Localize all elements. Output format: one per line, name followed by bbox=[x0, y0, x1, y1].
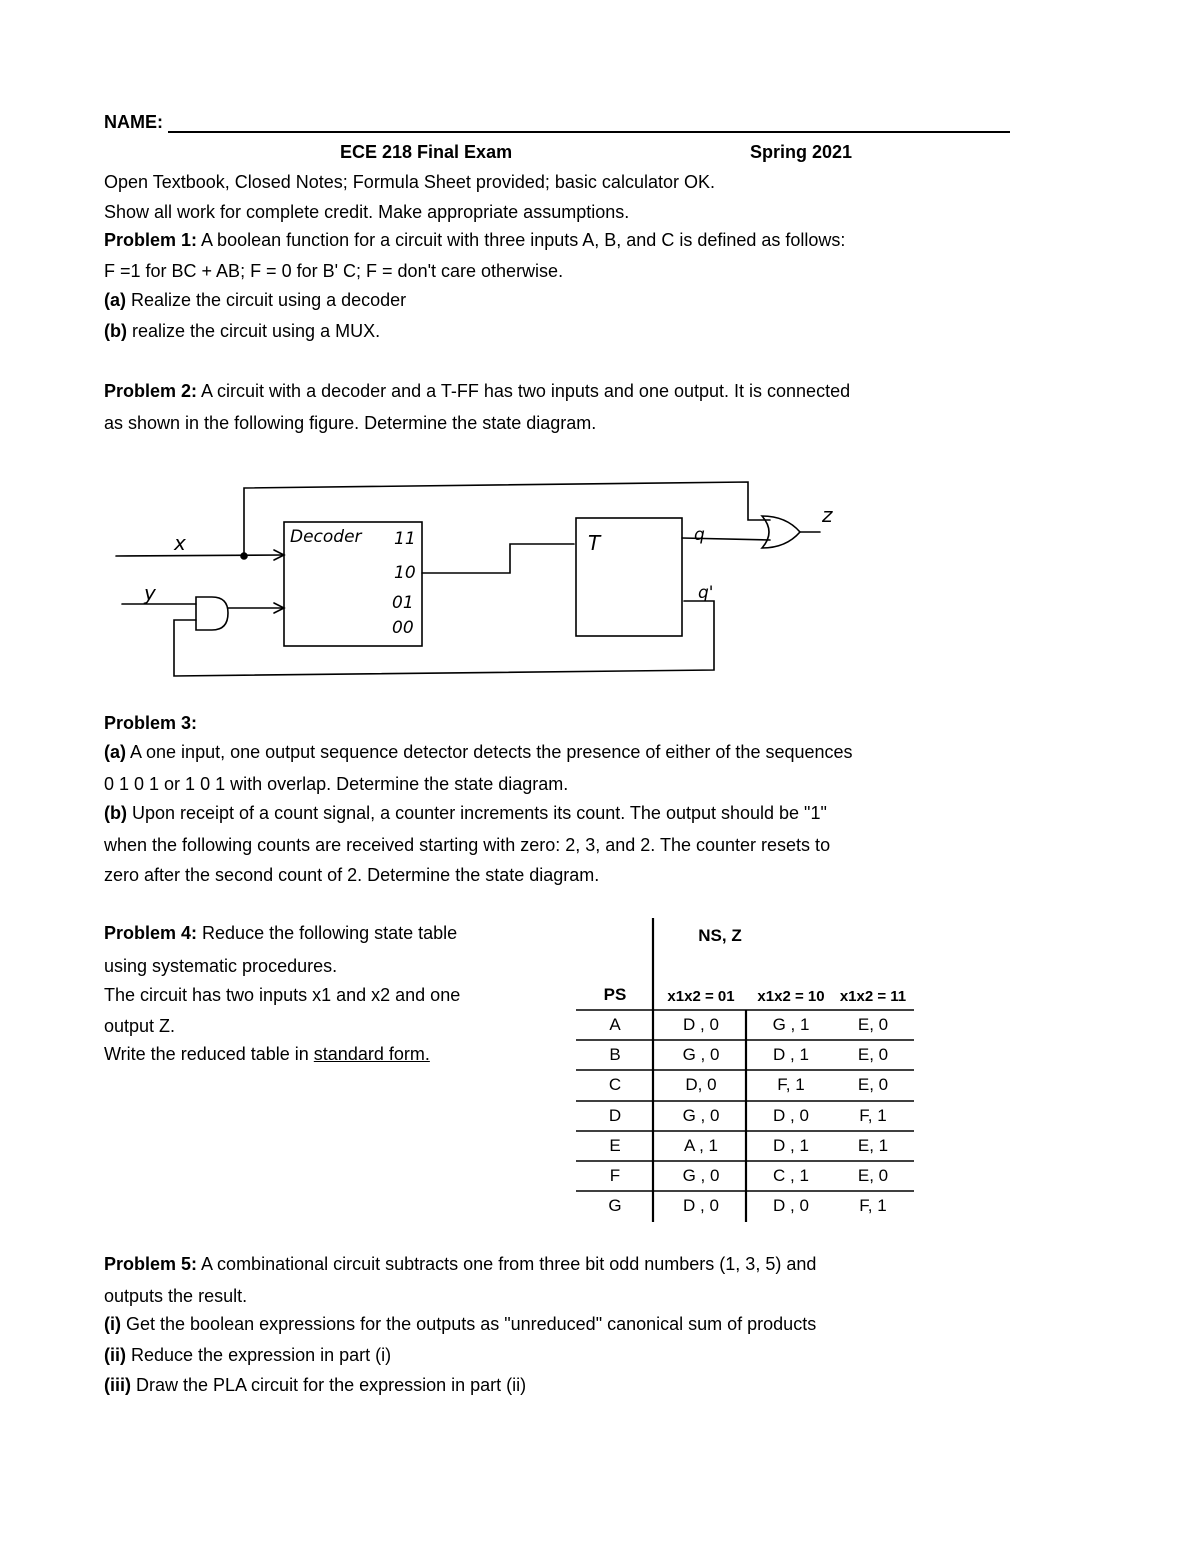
y-label: y bbox=[144, 581, 156, 605]
col-header-11: x1x2 = 11 bbox=[839, 988, 907, 1005]
row-a-c2: G , 1 bbox=[772, 1015, 810, 1034]
problem-2-intro bbox=[104, 380, 850, 402]
problem-3-part-b-text-2: when the following counts are received starting with zero: 2, 3, and 2. The counter resets to bbox=[104, 835, 831, 855]
decoder-out-00: 00 bbox=[392, 618, 414, 638]
problem-3-label: Problem 3: bbox=[104, 713, 198, 733]
problem-5-text-2: outputs the result. bbox=[104, 1286, 248, 1306]
x-input-wire bbox=[116, 555, 284, 556]
and-gate bbox=[196, 597, 228, 630]
row-g-c3: F, 1 bbox=[859, 1196, 887, 1215]
problem-1-part-a bbox=[104, 289, 406, 311]
row-b-c1: G , 0 bbox=[682, 1045, 720, 1064]
problem-5-intro bbox=[104, 1253, 816, 1275]
part-ii-label: (ii) bbox=[104, 1345, 126, 1365]
problem-4-text-5 bbox=[104, 1043, 430, 1065]
problem-3-part-b bbox=[104, 802, 827, 824]
problem-5-label: Problem 5: bbox=[104, 1254, 198, 1274]
row-f-c3: E, 0 bbox=[857, 1166, 889, 1185]
row-e-c3: E, 1 bbox=[857, 1136, 889, 1155]
part-a-label: (a) bbox=[104, 290, 126, 310]
problem-3-part-a bbox=[104, 741, 853, 763]
part-i-label: (i) bbox=[104, 1314, 121, 1334]
problem-5-part-iii bbox=[104, 1374, 526, 1396]
row-g-c2: D , 0 bbox=[773, 1196, 809, 1215]
row-d-c1: G , 0 bbox=[682, 1106, 720, 1125]
p3-part-b-label: (b) bbox=[104, 803, 127, 823]
problem-2-label: Problem 2: bbox=[104, 381, 198, 401]
p3-part-a-label: (a) bbox=[104, 742, 126, 762]
part-iii-text: Draw the PLA circuit for the expression in part (ii) bbox=[131, 1375, 527, 1395]
problem-4-text-3: The circuit has two inputs x1 and x2 and one bbox=[104, 985, 461, 1005]
problem-1-text: A boolean function for a circuit with three inputs A, B, and C is defined as follows: bbox=[197, 230, 846, 250]
decoder-label: Decoder bbox=[290, 527, 362, 547]
part-b-text: realize the circuit using a MUX. bbox=[126, 321, 381, 341]
course-title: ECE 218 Final Exam bbox=[340, 142, 513, 162]
problem-3-part-b-text-3: zero after the second count of 2. Determine the state diagram. bbox=[104, 865, 600, 885]
row-a-c3: E, 0 bbox=[857, 1015, 889, 1034]
row-a-c1: D , 0 bbox=[683, 1015, 719, 1034]
problem-5-part-ii bbox=[104, 1344, 391, 1366]
problem-4-text: Reduce the following state table bbox=[197, 923, 458, 943]
x-label: x bbox=[174, 531, 186, 555]
instructions-line-2: Show all work for complete credit. Make appropriate assumptions. bbox=[104, 202, 630, 222]
problem-4-text-5-pre: Write the reduced table in bbox=[104, 1044, 314, 1064]
qprime-label: q' bbox=[698, 583, 714, 603]
p3-part-a-text: A one input, one output sequence detector detects the presence of either of the sequences bbox=[126, 742, 853, 762]
col-header-10: x1x2 = 10 bbox=[757, 988, 825, 1005]
p3-part-b-text: Upon receipt of a count signal, a counter increments its count. The output should be "1" bbox=[126, 803, 827, 823]
t-label: T bbox=[588, 531, 601, 555]
name-blank-line[interactable] bbox=[168, 131, 1010, 133]
problem-1-intro bbox=[104, 229, 845, 251]
row-d-c3: F, 1 bbox=[859, 1106, 887, 1125]
row-b-ps: B bbox=[609, 1045, 621, 1064]
decoder-out-01: 01 bbox=[392, 593, 414, 613]
problem-2-text: A circuit with a decoder and a T-FF has two inputs and one output. It is connected bbox=[197, 381, 851, 401]
qprime-feedback-wire bbox=[174, 601, 714, 676]
problem-3-part-a-text-2: 0 1 0 1 or 1 0 1 with overlap. Determine the state diagram. bbox=[104, 774, 569, 794]
problem-4-text-4: output Z. bbox=[104, 1016, 176, 1036]
problem-1-label: Problem 1: bbox=[104, 230, 198, 250]
row-e-c1: A , 1 bbox=[683, 1136, 719, 1155]
z-label: z bbox=[822, 503, 833, 527]
row-c-c1: D, 0 bbox=[685, 1075, 717, 1094]
row-e-ps: E bbox=[609, 1136, 621, 1155]
problem-5-part-i bbox=[104, 1313, 816, 1335]
problem-4-text-2: using systematic procedures. bbox=[104, 956, 338, 976]
row-g-c1: D , 0 bbox=[683, 1196, 719, 1215]
row-d-ps: D bbox=[608, 1106, 622, 1125]
circuit-figure bbox=[0, 460, 1200, 700]
part-i-text: Get the boolean expressions for the outputs as "unreduced" canonical sum of products bbox=[121, 1314, 817, 1334]
decoder-out-11: 11 bbox=[394, 529, 416, 549]
decoder-to-t-wire bbox=[422, 544, 574, 573]
part-a-text: Realize the circuit using a decoder bbox=[126, 290, 407, 310]
row-b-c2: D , 1 bbox=[773, 1045, 809, 1064]
row-f-c2: C , 1 bbox=[773, 1166, 809, 1185]
row-c-c3: E, 0 bbox=[857, 1075, 889, 1094]
ps-header: PS bbox=[603, 985, 627, 1004]
name-label: NAME: bbox=[104, 112, 163, 132]
row-b-c3: E, 0 bbox=[857, 1045, 889, 1064]
part-b-label: (b) bbox=[104, 321, 127, 341]
problem-1-part-b bbox=[104, 320, 380, 342]
decoder-out-10: 10 bbox=[394, 563, 416, 583]
problem-2-text-2: as shown in the following figure. Determine the state diagram. bbox=[104, 413, 597, 433]
problem-5-text: A combinational circuit subtracts one from three bit odd numbers (1, 3, 5) and bbox=[197, 1254, 817, 1274]
ns-z-header: NS, Z bbox=[698, 926, 742, 945]
row-a-ps: A bbox=[609, 1015, 621, 1034]
row-g-ps: G bbox=[608, 1196, 622, 1215]
problem-1-definition: F =1 for BC + AB; F = 0 for B' C; F = don't care otherwise. bbox=[104, 261, 564, 281]
row-c-c2: F, 1 bbox=[777, 1075, 805, 1094]
q-label: q bbox=[694, 525, 705, 545]
instructions-line-1: Open Textbook, Closed Notes; Formula Sheet provided; basic calculator OK. bbox=[104, 172, 715, 192]
col-header-01: x1x2 = 01 bbox=[667, 988, 735, 1005]
standard-form-text: standard form. bbox=[313, 1044, 430, 1064]
semester: Spring 2021 bbox=[750, 142, 853, 162]
row-e-c2: D , 1 bbox=[773, 1136, 809, 1155]
part-ii-text: Reduce the expression in part (i) bbox=[126, 1345, 392, 1365]
problem-4-label: Problem 4: bbox=[104, 923, 198, 943]
row-c-ps: C bbox=[608, 1075, 622, 1094]
problem-4-intro bbox=[104, 922, 457, 944]
part-iii-label: (iii) bbox=[104, 1375, 131, 1395]
row-f-ps: F bbox=[609, 1166, 621, 1185]
row-d-c2: D , 0 bbox=[773, 1106, 809, 1125]
row-f-c1: G , 0 bbox=[682, 1166, 720, 1185]
